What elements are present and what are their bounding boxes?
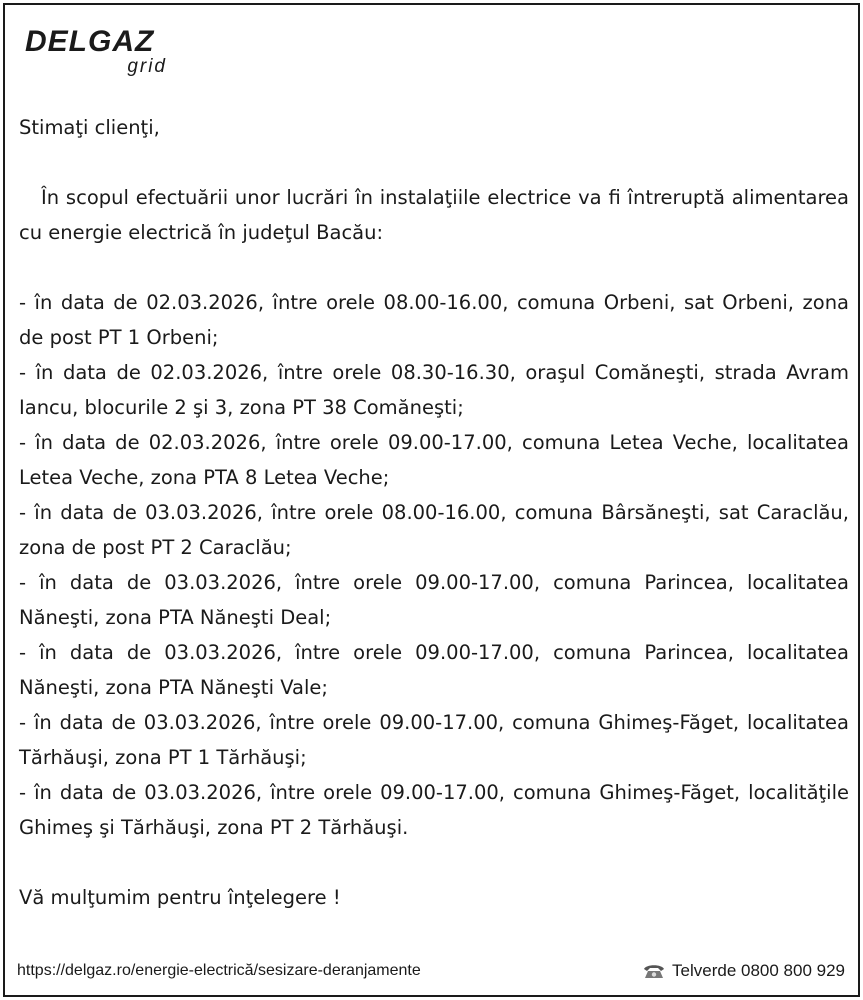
outage-item: - în data de 03.03.2026, între orele 09.00-17.00, comuna Ghimeş-Făget, localitatea Tărhăuşi, zona PT 1 Tărhăuşi;: [19, 711, 849, 769]
outage-list: [19, 285, 849, 845]
phone-number: Telverde 0800 800 929: [672, 961, 845, 980]
footer-phone: [642, 958, 845, 984]
logo-main-text: DELGAZ: [25, 25, 155, 58]
footer-url-link[interactable]: https://delgaz.ro/energie-electrică/sesizare-deranjamente: [17, 962, 421, 979]
delgaz-logo: [25, 27, 185, 87]
outage-item: - în data de 03.03.2026, între orele 09.00-17.00, comuna Parincea, localitatea Năneşti, zona PTA Năneşti Deal;: [19, 571, 849, 629]
intro-paragraph: În scopul efectuării unor lucrări în instalaţiile electrice va fi întreruptă alimentarea cu energie electrică în judeţul Bacău:: [19, 186, 849, 244]
notice-frame: [3, 3, 860, 997]
outage-item: - în data de 03.03.2026, între orele 09.00-17.00, comuna Ghimeş-Făget, localităţile Ghimeş şi Tărhăuşi, zona PT 2 Tărhăuşi.: [19, 781, 849, 839]
outage-item: - în data de 03.03.2026, între orele 09.00-17.00, comuna Parincea, localitatea Năneşti, zona PTA Năneşti Vale;: [19, 641, 849, 699]
outage-item: - în data de 02.03.2026, între orele 08.00-16.00, comuna Orbeni, sat Orbeni, zona de post PT 1 Orbeni;: [19, 291, 849, 349]
footer: [17, 958, 847, 984]
outage-item: - în data de 03.03.2026, între orele 08.00-16.00, comuna Bârsăneşti, sat Caraclău, zona de post PT 2 Caraclău;: [19, 501, 849, 559]
outage-item: - în data de 02.03.2026, între orele 09.00-17.00, comuna Letea Veche, localitatea Letea Veche, zona PTA 8 Letea Veche;: [19, 431, 849, 489]
thanks-line: Vă mulţumim pentru înţelegere !: [19, 886, 341, 909]
greeting: Stimaţi clienţi,: [19, 116, 160, 139]
telephone-icon: [642, 962, 666, 980]
notice-body: [19, 110, 849, 915]
outage-item: - în data de 02.03.2026, între orele 08.30-16.30, oraşul Comăneşti, strada Avram Iancu, blocurile 2 şi 3, zona PT 38 Comăneşti;: [19, 361, 849, 419]
logo-sub-text: grid: [127, 56, 167, 77]
